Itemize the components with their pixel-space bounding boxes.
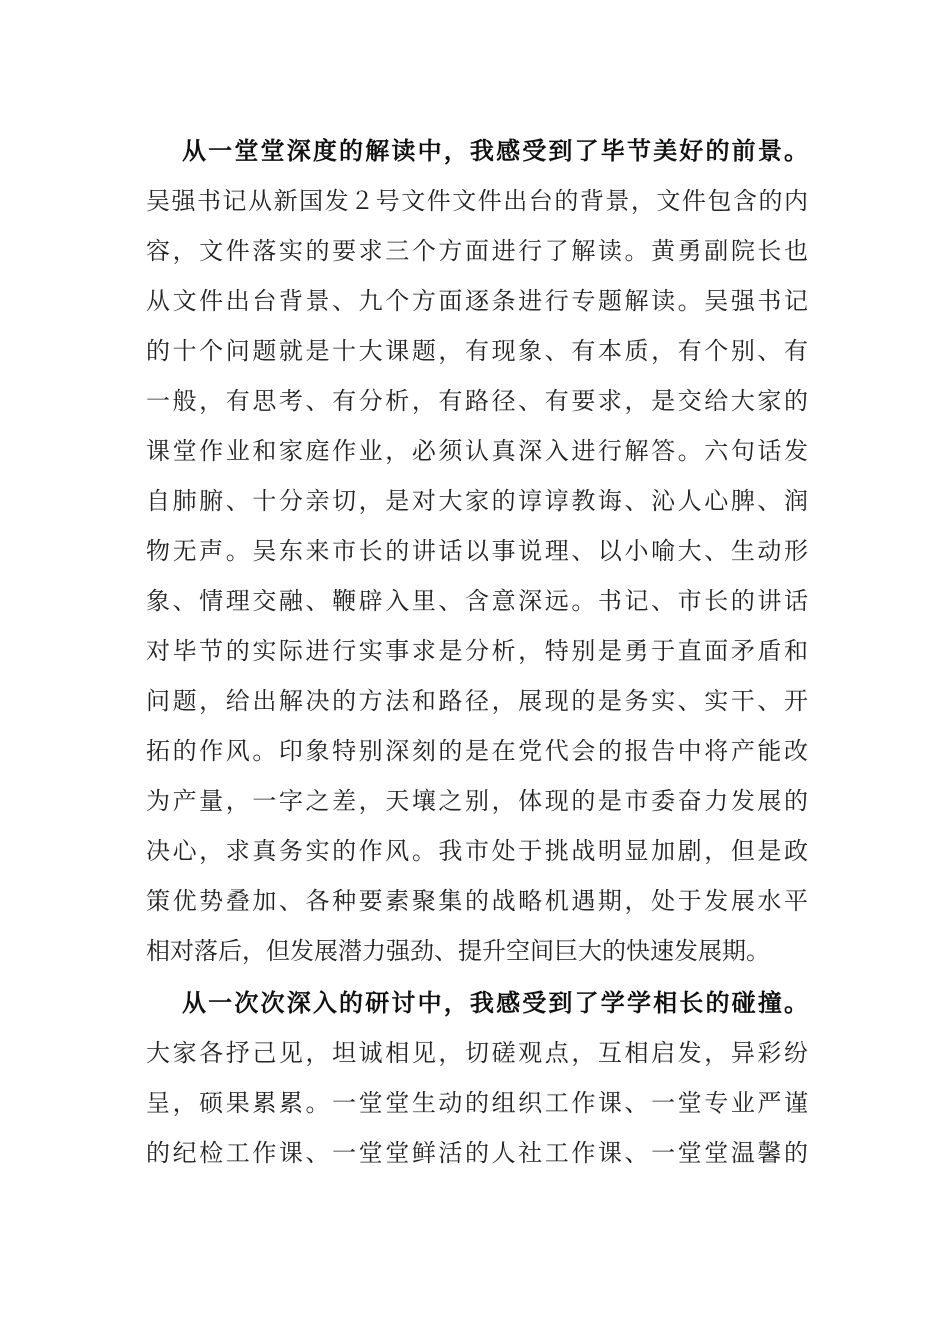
paragraph-line: 自肺腑、十分亲切，是对大家的谆谆教诲、沁人心脾、润 — [146, 487, 808, 515]
paragraph-line: 拓的作风。印象特别深刻的是在党代会的报告中将产能改 — [146, 737, 808, 765]
paragraph-line: 课堂作业和家庭作业，必须认真深入进行解答。六句话发 — [146, 437, 808, 465]
paragraph-line: 吴强书记从新国发２号文件文件出台的背景，文件包含的内 — [146, 187, 808, 215]
paragraph-1-lead-sentence: 从一堂堂深度的解读中，我感受到了毕节美好的前景。 — [182, 136, 808, 165]
paragraph-line: 为产量，一字之差，天壤之别，体现的是市委奋力发展的 — [146, 787, 808, 815]
paragraph-line: 容，文件落实的要求三个方面进行了解读。黄勇副院长也 — [146, 237, 808, 265]
paragraph-line: 物无声。吴东来市长的讲话以事说理、以小喻大、生动形 — [146, 537, 808, 565]
paragraph-line: 一般，有思考、有分析，有路径、有要求，是交给大家的 — [146, 387, 808, 415]
paragraph-line: 对毕节的实际进行实事求是分析，特别是勇于直面矛盾和 — [146, 637, 808, 665]
paragraph-line: 象、情理交融、鞭辟入里、含意深远。书记、市长的讲话 — [146, 587, 808, 615]
paragraph-line: 大家各抒己见，坦诚相见，切磋观点，互相启发，异彩纷 — [146, 1039, 808, 1067]
paragraph-line: 呈，硕果累累。一堂堂生动的组织工作课、一堂专业严谨 — [146, 1089, 808, 1117]
paragraph-line: 的纪检工作课、一堂堂鲜活的人社工作课、一堂堂温馨的 — [146, 1139, 808, 1167]
paragraph-line: 从文件出台背景、九个方面逐条进行专题解读。吴强书记 — [146, 287, 808, 315]
document-body — [146, 126, 808, 1178]
paragraph-line: 相对落后，但发展潜力强劲、提升空间巨大的快速发展期。 — [146, 937, 770, 965]
paragraph-line: 问题，给出解决的方法和路径，展现的是务实、实干、开 — [146, 687, 808, 715]
paragraph-line: 的十个问题就是十大课题，有现象、有本质，有个别、有 — [146, 337, 808, 365]
paragraph-1 — [146, 126, 808, 976]
paragraph-line: 决心，求真务实的作风。我市处于挑战明显加剧，但是政 — [146, 837, 808, 865]
paragraph-2 — [146, 978, 808, 1178]
paragraph-2-lead-sentence: 从一次次深入的研讨中，我感受到了学学相长的碰撞。 — [182, 988, 808, 1017]
paragraph-line: 策优势叠加、各种要素聚集的战略机遇期，处于发展水平 — [146, 887, 808, 915]
